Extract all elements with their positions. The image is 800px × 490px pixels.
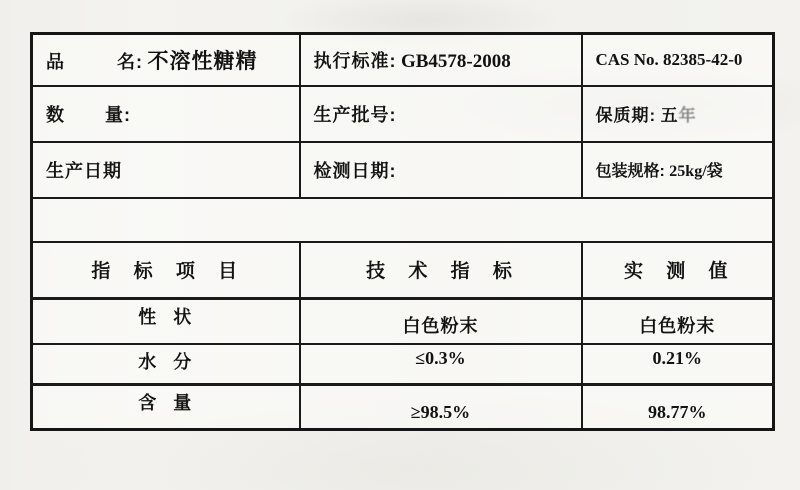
- row-spec-header: [32, 242, 774, 299]
- batch-label: 生产批号:: [313, 104, 397, 125]
- cell-content-measured: 98.77%: [582, 385, 774, 430]
- cell-production-date: [32, 142, 300, 198]
- cell-content-label: 含 量: [32, 385, 300, 430]
- cell-moisture-measured: 0.21%: [582, 344, 774, 385]
- row-content: [32, 385, 774, 430]
- row-quantity: [32, 86, 774, 142]
- cell-moisture-label: 水 分: [32, 344, 300, 385]
- package-value: 25kg/袋: [669, 163, 723, 180]
- header-tech-spec: 技 术 指 标: [300, 242, 582, 299]
- cell-appearance-spec: 白色粉末: [300, 299, 582, 344]
- cell-batch-number: [300, 86, 582, 142]
- row-moisture: [32, 344, 774, 385]
- cell-product-name: 品 名: 不溶性糖精: [32, 34, 300, 86]
- header-spec-item: 指 标 项 目: [32, 242, 300, 299]
- cas-value: CAS No. 82385-42-0: [595, 49, 743, 69]
- shelf-life-value: 五: [660, 106, 679, 125]
- product-name-value: 不溶性糖精: [147, 49, 258, 73]
- cell-cas-number: [582, 34, 774, 86]
- row-empty: [32, 198, 774, 242]
- cell-standard: [300, 34, 582, 86]
- cell-quantity: 数 量:: [32, 86, 300, 142]
- shelf-life-label: 保质期:: [595, 106, 657, 125]
- test-date-label: 检测日期:: [313, 160, 397, 181]
- cell-package-spec: [582, 142, 774, 198]
- cell-appearance-label: 性 状: [32, 299, 300, 344]
- header-measured-value: 实 测 值: [582, 242, 774, 299]
- shelf-life-value-faded: 年: [678, 106, 697, 125]
- package-label: 包装规格:: [595, 163, 665, 180]
- cell-shelf-life: [582, 86, 774, 142]
- cell-moisture-spec: ≤0.3%: [300, 344, 582, 385]
- standard-value: GB4578-2008: [400, 50, 511, 72]
- row-dates: [32, 142, 774, 198]
- cell-test-date: [300, 142, 582, 198]
- product-label: 品: [46, 51, 65, 72]
- production-date-label: 生产日期: [46, 160, 122, 181]
- spec-sheet-table: [30, 32, 775, 431]
- row-product: [32, 34, 774, 86]
- cell-content-spec: ≥98.5%: [300, 385, 582, 430]
- quantity-label: 数: [46, 104, 65, 125]
- row-appearance: [32, 299, 774, 344]
- standard-label: 执行标准:: [313, 50, 397, 71]
- empty-spacer-cell: [32, 198, 774, 242]
- cell-appearance-measured: 白色粉末: [582, 299, 774, 344]
